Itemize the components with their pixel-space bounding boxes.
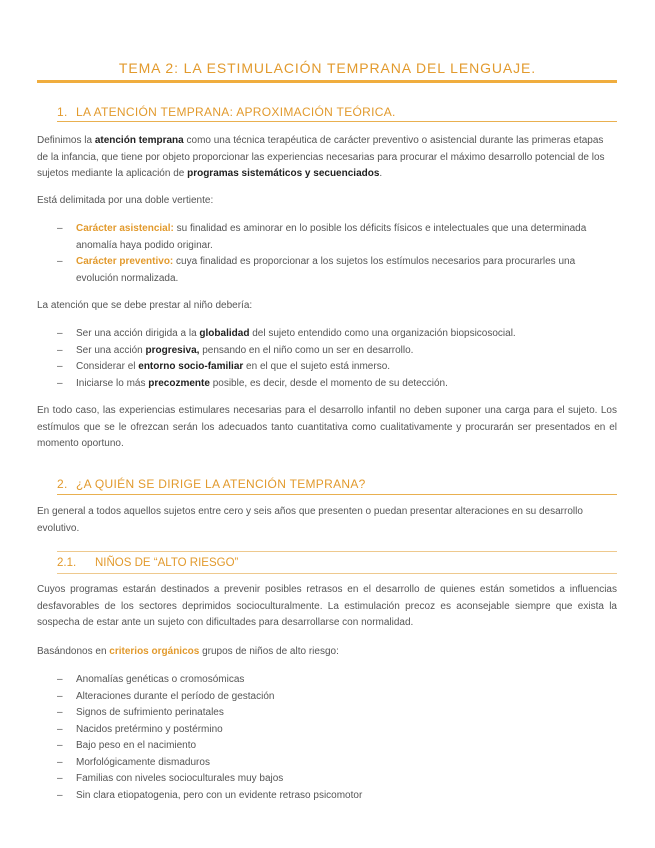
- dash-bullet: –: [57, 674, 63, 685]
- item-text: Nacidos pretérmino y postérmino: [76, 723, 223, 735]
- dash-bullet: –: [57, 707, 63, 718]
- section-2-heading-text: ¿A QUIÉN SE DIRIGE LA ATENCIÓN TEMPRANA?: [76, 477, 366, 491]
- dash-bullet: –: [57, 328, 63, 339]
- document-title: TEMA 2: LA ESTIMULACIÓN TEMPRANA DEL LENGUAJE.: [118, 60, 537, 76]
- section-1-heading: [57, 105, 617, 119]
- item-text: Iniciarse lo más: [76, 377, 149, 389]
- section-2-underline: [57, 494, 617, 495]
- section-1-underline: [57, 121, 617, 122]
- text-run: grupos de niños de alto riesgo:: [199, 646, 339, 657]
- item-text: Considerar el: [76, 361, 139, 372]
- vertiente-text: su finalidad es aminorar en lo posible los déficits físicos e intelectuales que una determinada anomalía haya podido originar.: [76, 223, 587, 251]
- item-text: Ser una acción dirigida a la: [76, 328, 200, 339]
- list-item: [57, 359, 617, 376]
- risk-groups-list: [57, 672, 617, 804]
- term-atencion-temprana: atención temprana: [94, 135, 184, 146]
- dash-bullet: –: [57, 690, 63, 702]
- dash-bullet: –: [57, 740, 63, 751]
- vertiente-label: Carácter preventivo:: [76, 256, 174, 267]
- dash-bullet: –: [57, 223, 63, 234]
- dash-bullet: –: [57, 723, 63, 735]
- criteria-label: criterios orgánicos: [109, 646, 200, 657]
- item-bold: entorno socio-familiar: [138, 361, 244, 372]
- list-item: [57, 221, 617, 254]
- section-1-number: 1.: [57, 105, 68, 119]
- definition-paragraph: [37, 133, 617, 183]
- item-text: pensando en el niño como un ser en desarrollo.: [199, 344, 414, 356]
- text-run: como una técnica terapéutica de carácter preventivo o asistencial durante las primeras etapas de la infancia, que tiene por objeto proporcionar las experiencias necesarias para procurar el máximo desarrollo potencial de los sujetos mediante la aplicación de: [37, 135, 605, 179]
- item-text: Anomalías genéticas o cromosómicas: [76, 674, 245, 685]
- list-item: [57, 689, 617, 706]
- item-text: en el que el sujeto está inmerso.: [243, 361, 391, 372]
- title-underline: [37, 80, 617, 83]
- list-item: [57, 254, 617, 287]
- list-item: [57, 722, 617, 739]
- subsection-heading: [57, 556, 617, 570]
- item-text: Morfológicamente dismaduros: [76, 756, 210, 768]
- subsection-number: 2.1.: [57, 557, 77, 569]
- list-item: [57, 755, 617, 772]
- list-item: [57, 738, 617, 755]
- list-item: [57, 343, 617, 360]
- list-item: [57, 672, 617, 689]
- dash-bullet: –: [57, 256, 63, 267]
- dash-bullet: –: [57, 789, 63, 801]
- dash-bullet: –: [57, 377, 63, 389]
- list-item: [57, 705, 617, 722]
- dash-bullet: –: [57, 361, 63, 372]
- dash-bullet: –: [57, 773, 63, 784]
- item-text: Ser una acción: [76, 344, 146, 356]
- item-text: posible, es decir, desde el momento de su detección.: [209, 377, 448, 389]
- item-text: Familias con niveles socioculturales muy bajos: [76, 773, 284, 784]
- vertiente-text: cuya finalidad es proporcionar a los sujetos los estímulos necesarios para procurarles una evolución normalizada.: [76, 256, 576, 284]
- attention-intro: La atención que se debe prestar al niño debería:: [37, 300, 253, 311]
- item-text: Bajo peso en el nacimiento: [76, 740, 197, 751]
- delimitation-paragraph: Está delimitada por una doble vertiente:: [37, 195, 214, 206]
- term-programas: programas sistemáticos y secuenciados: [187, 168, 380, 179]
- text-run: Definimos la: [37, 135, 95, 146]
- text-run: Basándonos en: [37, 646, 110, 657]
- item-text: Alteraciones durante el período de gestación: [76, 690, 275, 702]
- subsection-underline: [57, 573, 617, 574]
- dash-bullet: –: [57, 344, 63, 356]
- section-1-heading-text: LA ATENCIÓN TEMPRANA: APROXIMACIÓN TEÓRICA.: [76, 105, 396, 119]
- criteria-paragraph: [37, 644, 617, 661]
- subsection-overline: [57, 551, 617, 552]
- section-2-number: 2.: [57, 477, 68, 491]
- attention-list: [57, 326, 617, 392]
- list-item: [57, 788, 617, 805]
- list-item: [57, 771, 617, 788]
- item-bold: progresiva,: [145, 344, 200, 356]
- vertiente-label: Carácter asistencial:: [76, 223, 174, 234]
- item-bold: precozmente: [148, 377, 210, 389]
- section-2-intro: En general a todos aquellos sujetos entre cero y seis años que presenten o puedan presentar alteraciones en su desarrollo evolutivo.: [37, 506, 583, 534]
- item-text: Signos de sufrimiento perinatales: [76, 707, 224, 718]
- dash-bullet: –: [57, 756, 63, 768]
- vertientes-list: [57, 221, 617, 287]
- high-risk-paragraph: Cuyos programas estarán destinados a prevenir posibles retrasos en el desarrollo de quienes están sometidos a influencias desfavorables de los sectores deprimidos socioculturalmente. La estimulación precoz es aconsejable siempre que exista la sospecha de estar ante un sujeto con dificultades para desarrollarse con normalidad.: [37, 584, 617, 628]
- list-item: [57, 326, 617, 343]
- section-2-heading: [57, 477, 617, 491]
- closing-paragraph: En todo caso, las experiencias estimulares necesarias para el desarrollo infantil no deben suponer una carga para el sujeto. Los estímulos que se le ofrezcan serán los adecuados tanto cuantitativa como cualitativamente y procurarán ser presentados en el momento oportuno.: [37, 405, 617, 449]
- item-text: del sujeto entendido como una organización biopsicosocial.: [249, 328, 516, 339]
- item-text: Sin clara etiopatogenia, pero con un evidente retraso psicomotor: [76, 789, 363, 801]
- text-run: .: [379, 168, 383, 179]
- subsection-heading-text: NIÑOS DE “ALTO RIESGO”: [95, 557, 239, 569]
- list-item: [57, 376, 617, 393]
- item-bold: globalidad: [199, 328, 250, 339]
